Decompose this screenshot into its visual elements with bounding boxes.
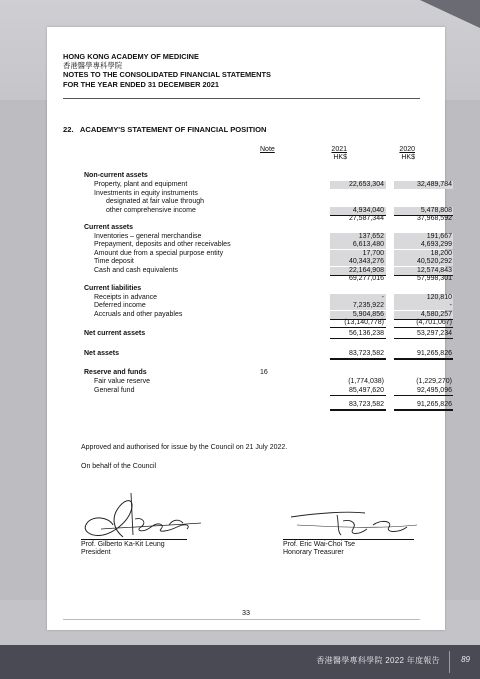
row-label: other comprehensive income [106, 206, 196, 214]
bottom-divider [63, 619, 420, 620]
table-row [84, 330, 452, 338]
org-name-zh: 香港醫學專科學院 [63, 61, 123, 71]
table-row [84, 206, 452, 215]
value-2020: 120,810 [394, 294, 453, 302]
note-column-header [260, 146, 290, 154]
value-2021: 56,136,238 [330, 330, 386, 339]
table-row [84, 378, 452, 386]
table-row [84, 386, 452, 395]
value-2021: 22,164,908 [330, 267, 386, 276]
approval-text: Approved and authorised for issue by the Council on 21 July 2022. [81, 444, 288, 451]
subtotal-row [84, 319, 452, 327]
total-row [84, 401, 452, 409]
value-2020: (4,701,067) [394, 319, 453, 328]
value-2020: 53,297,234 [394, 330, 453, 339]
subtotal-row [84, 275, 452, 283]
row-label: Cash and cash equivalents [94, 266, 179, 274]
signatory-name: Prof. Gilberto Ka-Kit Leung [81, 541, 165, 548]
table-row [84, 310, 452, 319]
row-label: Amount due from a special purpose entity [94, 249, 224, 257]
value-2020: 91,265,826 [394, 350, 453, 360]
value-2021: 7,235,922 [330, 302, 386, 310]
value-2020: 4,580,257 [394, 311, 453, 320]
report-footer [0, 645, 480, 679]
table-row [84, 258, 452, 266]
row-label: Inventories – general merchandise [94, 232, 202, 240]
table-row [84, 293, 452, 302]
value-2021: 4,934,040 [330, 207, 386, 216]
value-2021: 85,497,620 [330, 387, 386, 396]
table-row [84, 266, 452, 275]
table-row [84, 181, 452, 189]
value-2020: 4,693,299 [394, 241, 453, 249]
value-2020: 40,520,292 [394, 258, 453, 266]
section-number: 22. [63, 125, 74, 134]
notes-title: NOTES TO THE CONSOLIDATED FINANCIAL STATEMENTS [63, 70, 271, 80]
table-row [84, 285, 422, 293]
table-row [84, 369, 422, 377]
table-row [84, 190, 422, 198]
value-2020: 191,667 [394, 233, 453, 241]
value-2021: 40,343,276 [330, 258, 386, 266]
value-2020: 91,265,826 [394, 401, 453, 411]
footer-divider [449, 651, 450, 673]
header-divider [63, 98, 420, 99]
signature-line-president [81, 539, 187, 540]
value-2021: 5,904,856 [330, 311, 386, 320]
corner-accent [420, 0, 480, 28]
signatory-title: Honorary Treasurer [283, 549, 344, 557]
value-2021: (1,774,038) [348, 378, 384, 385]
page-header [63, 52, 271, 89]
group-heading: Current liabilities [84, 285, 142, 292]
document-page [47, 27, 452, 630]
unit-2021-label: HK$ [333, 154, 347, 162]
page-number: 33 [242, 608, 250, 617]
group-heading: Non-current assets [84, 172, 148, 179]
unit-2020-label: HK$ [401, 154, 415, 162]
signature-line-treasurer [283, 539, 414, 540]
row-label: Property, plant and equipment [94, 181, 188, 188]
row-label: Net assets [84, 350, 120, 357]
subtotal-row [84, 215, 452, 223]
table-row [84, 241, 452, 249]
row-label: Accruals and other payables [94, 310, 183, 318]
signatory-name: Prof. Eric Wai-Choi Tse [283, 541, 355, 548]
row-label: Receipts in advance [94, 293, 158, 301]
report-title: 香港醫學專科學院 2022 年度報告 [316, 656, 440, 665]
value-2020: 37,968,592 [416, 215, 452, 222]
row-label: Investments in equity instruments [94, 189, 198, 197]
table-row [84, 198, 422, 206]
value-2020: 32,489,784 [394, 181, 453, 189]
report-page-number: 89 [461, 655, 470, 664]
value-2020: 92,495,096 [394, 387, 453, 396]
year-2021-label: 2021 [331, 146, 347, 153]
value-2021: - [330, 294, 386, 302]
signatory-president [81, 541, 165, 558]
value-2021: 83,723,582 [330, 401, 386, 411]
year-2020-label: 2020 [399, 146, 415, 153]
row-label: Time deposit [94, 258, 134, 265]
row-label: Fair value reserve [94, 378, 151, 385]
value-2020: - [394, 302, 453, 310]
table-row [84, 350, 452, 358]
period-title: FOR THE YEAR ENDED 31 DECEMBER 2021 [63, 79, 219, 89]
treasurer-signature [277, 495, 427, 539]
value-2021: 6,613,480 [330, 241, 386, 249]
note-reference: 16 [260, 369, 268, 376]
year-2020-header [357, 146, 415, 163]
row-label: Net current assets [84, 330, 146, 337]
row-label: Deferred income [94, 302, 146, 309]
value-2021: 22,653,304 [330, 181, 386, 189]
value-2021: (13,140,778) [330, 319, 386, 328]
value-2020: (1,229,270) [416, 378, 452, 385]
note-header-label: Note [260, 146, 275, 153]
year-2021-header [293, 146, 347, 163]
group-heading: Current assets [84, 224, 134, 231]
signatory-title: President [81, 549, 111, 557]
table-row [84, 232, 452, 241]
table-row [84, 249, 452, 258]
value-2021: 17,700 [330, 250, 386, 258]
row-label: Prepayment, deposits and other receivables [94, 241, 231, 248]
value-2020: 12,574,843 [394, 267, 453, 276]
section-title [63, 125, 267, 134]
value-2021: 137,652 [330, 233, 386, 241]
value-2020: 5,478,808 [394, 207, 453, 216]
row-label: General fund [94, 386, 135, 394]
table-row [84, 224, 422, 232]
value-2020: 18,200 [394, 250, 453, 258]
org-name-en: HONG KONG ACADEMY OF MEDICINE [63, 52, 199, 61]
signatory-treasurer [283, 541, 355, 558]
table-row [84, 302, 452, 310]
row-label: designated at fair value through [106, 198, 205, 205]
behalf-text: On behalf of the Council [81, 463, 157, 470]
value-2021: 27,587,344 [348, 215, 384, 222]
table-row [84, 172, 422, 180]
value-2020: 57,998,301 [416, 275, 452, 282]
group-heading: Reserve and funds [84, 369, 147, 376]
value-2021: 69,277,016 [348, 275, 384, 282]
value-2021: 83,723,582 [330, 350, 386, 360]
section-heading: ACADEMY'S STATEMENT OF FINANCIAL POSITION [79, 125, 267, 134]
president-signature [73, 489, 213, 541]
